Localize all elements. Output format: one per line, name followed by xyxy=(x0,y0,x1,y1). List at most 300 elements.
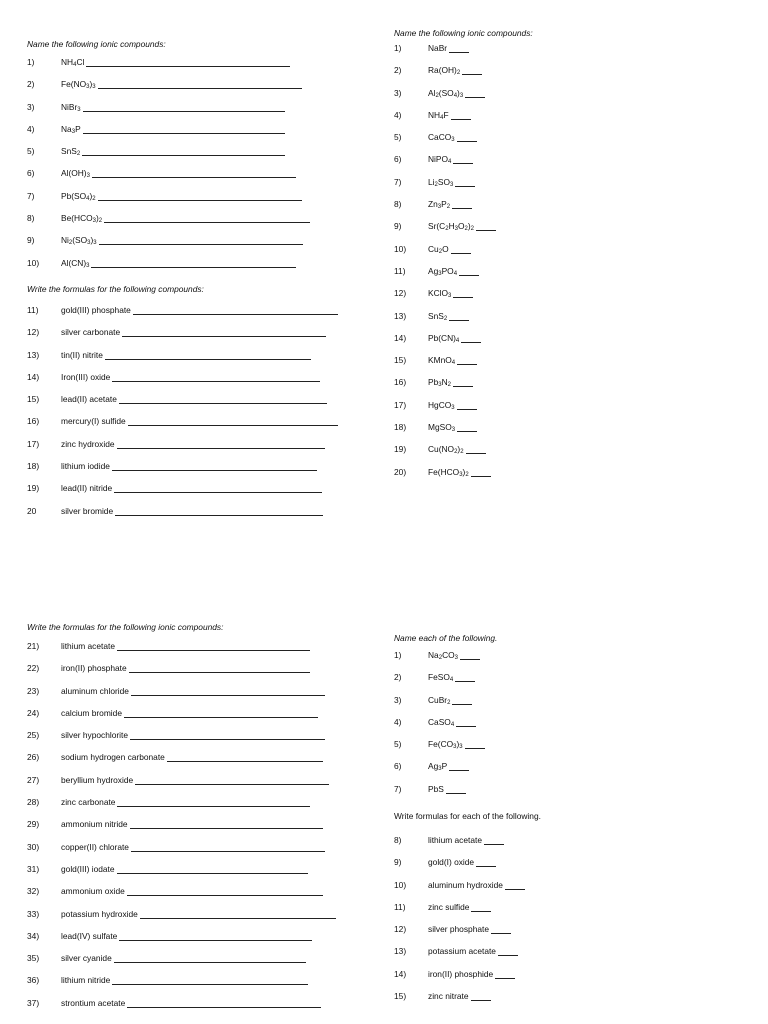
question-row xyxy=(394,310,764,332)
question-prompt: HgCO$_3$ xyxy=(428,399,455,411)
question-number: 12) xyxy=(394,924,407,935)
question-prompt: NiPO$_4$ xyxy=(428,154,452,166)
question-prompt: iron(II) phosphide xyxy=(428,968,494,979)
question-row xyxy=(394,716,764,738)
question-row xyxy=(27,482,397,504)
answer-blank[interactable] xyxy=(104,222,310,223)
question-row xyxy=(394,131,764,153)
question-number: 3) xyxy=(394,87,402,98)
answer-blank[interactable] xyxy=(457,409,477,410)
question-prompt: $Pb_3N_2$ xyxy=(428,377,451,389)
question-number: 1) xyxy=(394,650,402,660)
question-prompt: MgSO$_3$ xyxy=(428,422,456,434)
answer-blank[interactable] xyxy=(505,889,525,890)
question-row xyxy=(27,841,397,863)
question-row xyxy=(394,443,764,465)
question-number: 14) xyxy=(394,332,407,343)
question-row xyxy=(394,64,764,86)
question-number: 8) xyxy=(394,199,402,210)
question-row xyxy=(394,332,764,354)
question-prompt: Iron(III) oxide xyxy=(61,371,111,382)
question-prompt: lead(IV) sulfate xyxy=(61,930,118,941)
question-prompt: KClO$_3$ xyxy=(428,288,452,300)
question-prompt: gold(I) oxide xyxy=(428,857,475,868)
question-prompt: $NH_4Cl$ xyxy=(61,57,85,68)
question-row xyxy=(394,649,764,671)
answer-blank[interactable] xyxy=(457,141,477,142)
question-row xyxy=(27,952,397,974)
question-prompt: sodium hydrogen carbonate xyxy=(61,752,165,763)
answer-blank[interactable] xyxy=(127,1007,321,1008)
answer-blank[interactable] xyxy=(117,448,325,449)
question-number: 2) xyxy=(394,65,402,76)
question-prompt: potassium acetate xyxy=(428,946,496,957)
question-prompt: gold(III) iodate xyxy=(61,863,115,874)
question-row xyxy=(27,460,397,482)
question-row xyxy=(27,371,397,393)
question-prompt: gold(III) phosphate xyxy=(61,305,131,315)
question-row xyxy=(394,466,764,488)
question-row xyxy=(394,421,764,443)
answer-blank[interactable] xyxy=(456,726,476,727)
answer-blank[interactable] xyxy=(92,177,296,178)
answer-blank[interactable] xyxy=(453,163,473,164)
question-number: 15) xyxy=(394,991,407,1002)
question-prompt: $Cu(NO_2)_2$ xyxy=(428,444,464,456)
question-number: 22) xyxy=(27,663,40,674)
question-row xyxy=(394,901,764,923)
question-row xyxy=(27,56,397,78)
answer-blank[interactable] xyxy=(452,208,472,209)
section-br-names xyxy=(394,632,764,805)
question-prompt: $Sr(C_2H_3O_2)_2$ xyxy=(428,221,474,233)
section-heading: Name the following ionic compounds: xyxy=(27,39,166,49)
question-number: 29) xyxy=(27,819,40,830)
question-row xyxy=(27,640,397,662)
question-prompt: $Be(HCO_3)_2$ xyxy=(61,213,103,225)
answer-blank[interactable] xyxy=(112,381,320,382)
question-prompt: lead(II) nitride xyxy=(61,483,113,494)
question-number: 10) xyxy=(394,879,407,890)
question-prompt: $Fe(HCO_3)_2$ xyxy=(428,466,469,478)
answer-blank[interactable] xyxy=(498,955,518,956)
question-row xyxy=(394,783,764,805)
question-number: 16) xyxy=(27,416,40,427)
question-number: 15) xyxy=(27,394,40,405)
question-row xyxy=(27,123,397,145)
question-row xyxy=(27,349,397,371)
section-heading: Name the following ionic compounds: xyxy=(394,28,533,38)
question-number: 13) xyxy=(27,349,40,360)
question-row xyxy=(394,879,764,901)
question-number: 21) xyxy=(27,641,40,651)
question-row xyxy=(27,818,397,840)
question-number: 19) xyxy=(394,444,407,455)
answer-blank[interactable] xyxy=(449,320,469,321)
question-prompt: aluminum chloride xyxy=(61,685,129,696)
question-row xyxy=(27,101,397,123)
question-prompt: SnS$_2$ xyxy=(428,310,448,322)
question-prompt: FeSO$_4$ xyxy=(428,672,454,684)
question-row xyxy=(27,908,397,930)
question-row xyxy=(394,198,764,220)
question-row xyxy=(27,751,397,773)
question-number: 6) xyxy=(394,761,402,772)
question-prompt: $Ag_3P$ xyxy=(428,761,448,773)
question-row xyxy=(27,438,397,460)
question-row xyxy=(27,393,397,415)
question-prompt: $Ra(OH)_2$ xyxy=(428,65,461,77)
answer-blank[interactable] xyxy=(133,314,338,315)
answer-blank[interactable] xyxy=(91,267,296,268)
question-row xyxy=(394,220,764,242)
question-prompt: zinc carbonate xyxy=(61,797,116,808)
answer-blank[interactable] xyxy=(131,695,325,696)
answer-blank[interactable] xyxy=(484,844,504,845)
question-number: 16) xyxy=(394,377,407,388)
question-row xyxy=(27,78,397,100)
answer-blank[interactable] xyxy=(471,1000,491,1001)
question-row xyxy=(27,885,397,907)
question-number: 4) xyxy=(394,716,402,727)
question-number: 12) xyxy=(27,327,40,338)
question-row xyxy=(27,662,397,684)
question-number: 36) xyxy=(27,975,40,986)
question-row xyxy=(27,997,397,1019)
section-tl-formulas xyxy=(27,283,397,527)
question-prompt: silver cyanide xyxy=(61,953,112,964)
answer-blank[interactable] xyxy=(140,918,336,919)
question-row xyxy=(394,176,764,198)
question-prompt: silver bromide xyxy=(61,505,114,516)
question-number: 15) xyxy=(394,355,407,366)
question-row xyxy=(394,354,764,376)
question-number: 37) xyxy=(27,997,40,1008)
question-prompt: lithium acetate xyxy=(428,835,482,845)
answer-blank[interactable] xyxy=(451,119,471,120)
question-number: 5) xyxy=(394,132,402,143)
question-number: 4) xyxy=(27,123,35,134)
question-prompt: CuBr$_2$ xyxy=(428,694,451,706)
question-number: 18) xyxy=(27,461,40,472)
question-row xyxy=(394,671,764,693)
question-number: 6) xyxy=(394,154,402,165)
question-row xyxy=(27,257,397,279)
question-number: 34) xyxy=(27,930,40,941)
question-prompt: CaSO$_4$ xyxy=(428,716,455,728)
question-number: 35) xyxy=(27,953,40,964)
answer-blank[interactable] xyxy=(117,806,310,807)
answer-blank[interactable] xyxy=(127,895,323,896)
answer-blank[interactable] xyxy=(449,52,469,53)
question-row xyxy=(27,167,397,189)
question-prompt: $Ag_3PO_4$ xyxy=(428,265,458,277)
answer-blank[interactable] xyxy=(114,962,306,963)
question-row xyxy=(394,87,764,109)
question-prompt: $Cu_2O$ xyxy=(428,243,449,255)
question-prompt: $NH_4F$ xyxy=(428,109,449,121)
question-prompt: PbS xyxy=(428,783,444,794)
answer-blank[interactable] xyxy=(135,784,329,785)
question-row xyxy=(27,326,397,348)
section-heading: Write the formulas for the following compounds: xyxy=(27,284,204,294)
question-prompt: CaCO$_3$ xyxy=(428,132,455,144)
answer-blank[interactable] xyxy=(453,386,473,387)
answer-blank[interactable] xyxy=(476,866,496,867)
question-prompt: $Ni_2(SO_3)_3$ xyxy=(61,235,97,247)
question-number: 24) xyxy=(27,707,40,718)
section-heading: Name each of the following. xyxy=(394,633,498,643)
section-br-formulas xyxy=(394,810,764,1012)
question-row xyxy=(394,376,764,398)
question-row xyxy=(394,945,764,967)
question-prompt: ammonium oxide xyxy=(61,886,125,897)
question-number: 7) xyxy=(394,783,402,794)
question-row xyxy=(27,415,397,437)
question-number: 1) xyxy=(27,57,35,67)
question-row xyxy=(394,287,764,309)
question-row xyxy=(394,923,764,945)
question-row xyxy=(27,685,397,707)
answer-blank[interactable] xyxy=(459,275,479,276)
question-prompt: $Na_2CO_3$ xyxy=(428,650,458,661)
answer-blank[interactable] xyxy=(446,793,466,794)
question-prompt: lead(II) acetate xyxy=(61,394,117,405)
question-prompt: copper(II) chlorate xyxy=(61,841,129,852)
question-number: 23) xyxy=(27,685,40,696)
question-number: 7) xyxy=(27,190,35,201)
question-number: 1) xyxy=(394,43,402,53)
answer-blank[interactable] xyxy=(453,297,473,298)
question-number: 13) xyxy=(394,310,407,321)
question-prompt: $Zn_3P_2$ xyxy=(428,199,451,211)
answer-blank[interactable] xyxy=(471,476,491,477)
question-row xyxy=(394,990,764,1012)
question-prompt: $Fe(NO_3)_3$ xyxy=(61,79,96,91)
question-number: 20) xyxy=(394,466,407,477)
question-number: 10) xyxy=(27,257,40,268)
question-prompt: silver carbonate xyxy=(61,327,121,338)
question-prompt: $Al(CN)_3$ xyxy=(61,257,90,269)
answer-blank[interactable] xyxy=(129,672,310,673)
question-prompt: KMnO$_4$ xyxy=(428,355,456,367)
question-prompt: mercury(I) sulfide xyxy=(61,416,126,427)
question-prompt: iron(II) phosphate xyxy=(61,663,127,674)
question-number: 14) xyxy=(394,968,407,979)
question-prompt: lithium nitride xyxy=(61,975,111,986)
answer-blank[interactable] xyxy=(128,425,338,426)
answer-blank[interactable] xyxy=(461,342,481,343)
question-prompt: aluminum hydroxide xyxy=(428,879,503,890)
answer-blank[interactable] xyxy=(83,133,285,134)
question-prompt: strontium acetate xyxy=(61,997,126,1008)
question-number: 3) xyxy=(27,101,35,112)
question-row xyxy=(394,968,764,990)
question-number: 19) xyxy=(27,483,40,494)
answer-blank[interactable] xyxy=(455,186,475,187)
question-row xyxy=(27,729,397,751)
answer-blank[interactable] xyxy=(452,704,472,705)
question-number: 12) xyxy=(394,288,407,299)
question-number: 25) xyxy=(27,730,40,741)
question-number: 10) xyxy=(394,243,407,254)
question-number: 2) xyxy=(394,672,402,683)
question-row xyxy=(394,834,764,856)
answer-blank[interactable] xyxy=(460,659,480,660)
question-number: 33) xyxy=(27,908,40,919)
question-number: 8) xyxy=(27,213,35,224)
question-prompt: tin(II) nitrite xyxy=(61,349,103,360)
section-tl-names xyxy=(27,38,397,279)
answer-blank[interactable] xyxy=(119,403,327,404)
answer-blank[interactable] xyxy=(449,770,469,771)
question-row xyxy=(27,190,397,212)
question-number: 2) xyxy=(27,79,35,90)
question-row xyxy=(394,243,764,265)
question-prompt: $Li_2SO_3$ xyxy=(428,176,454,188)
question-prompt: SnS$_2$ xyxy=(61,146,81,158)
answer-blank[interactable] xyxy=(99,244,303,245)
question-row xyxy=(27,707,397,729)
answer-blank[interactable] xyxy=(466,453,486,454)
question-prompt: lithium iodide xyxy=(61,461,110,472)
question-prompt: NiBr$_3$ xyxy=(61,101,81,113)
question-row xyxy=(394,760,764,782)
question-number: 6) xyxy=(27,168,35,179)
question-number: 26) xyxy=(27,752,40,763)
question-row xyxy=(27,796,397,818)
answer-blank[interactable] xyxy=(495,978,515,979)
answer-blank[interactable] xyxy=(112,470,317,471)
question-number: 9) xyxy=(27,235,35,246)
question-prompt: $Al(OH)_3$ xyxy=(61,168,90,180)
question-number: 30) xyxy=(27,841,40,852)
question-row xyxy=(394,265,764,287)
answer-blank[interactable] xyxy=(476,230,496,231)
question-number: 8) xyxy=(394,835,402,845)
answer-blank[interactable] xyxy=(119,940,312,941)
question-row xyxy=(27,930,397,952)
question-prompt: calcium bromide xyxy=(61,707,122,718)
question-prompt: $Pb(SO_4)_2$ xyxy=(61,190,96,202)
question-number: 20 xyxy=(27,505,37,516)
question-number: 17) xyxy=(27,438,40,449)
question-prompt: $Na_3P$ xyxy=(61,123,81,135)
answer-blank[interactable] xyxy=(131,851,325,852)
question-row xyxy=(27,505,397,527)
question-row xyxy=(394,399,764,421)
answer-blank[interactable] xyxy=(465,97,485,98)
answer-blank[interactable] xyxy=(105,359,311,360)
question-row xyxy=(27,212,397,234)
answer-blank[interactable] xyxy=(83,111,285,112)
question-number: 27) xyxy=(27,774,40,785)
question-number: 7) xyxy=(394,176,402,187)
question-number: 5) xyxy=(394,739,402,750)
question-number: 28) xyxy=(27,797,40,808)
question-number: 32) xyxy=(27,886,40,897)
question-row xyxy=(27,145,397,167)
question-prompt: NaBr xyxy=(428,43,448,53)
question-prompt: potassium hydroxide xyxy=(61,908,138,919)
answer-blank[interactable] xyxy=(167,761,323,762)
question-prompt: lithium acetate xyxy=(61,641,115,651)
question-row xyxy=(27,304,397,326)
question-row xyxy=(394,42,764,64)
section-bl-formulas xyxy=(27,621,397,1019)
question-number: 3) xyxy=(394,694,402,705)
answer-blank[interactable] xyxy=(455,681,475,682)
answer-blank[interactable] xyxy=(114,492,322,493)
answer-blank[interactable] xyxy=(491,933,511,934)
question-row xyxy=(27,774,397,796)
answer-blank[interactable] xyxy=(117,650,310,651)
answer-blank[interactable] xyxy=(130,828,323,829)
question-number: 14) xyxy=(27,371,40,382)
question-number: 11) xyxy=(27,305,39,315)
answer-blank[interactable] xyxy=(115,515,323,516)
question-row xyxy=(394,109,764,131)
question-row xyxy=(394,856,764,878)
answer-blank[interactable] xyxy=(457,431,477,432)
question-prompt: silver hypochlorite xyxy=(61,730,129,741)
answer-blank[interactable] xyxy=(117,873,308,874)
question-number: 18) xyxy=(394,422,407,433)
answer-blank[interactable] xyxy=(98,88,302,89)
question-prompt: beryllium hydroxide xyxy=(61,774,134,785)
question-prompt: silver phosphate xyxy=(428,924,489,935)
question-row xyxy=(394,738,764,760)
question-row xyxy=(27,234,397,256)
question-prompt: $Pb(CN)_4$ xyxy=(428,332,460,344)
section-heading: Write formulas for each of the following. xyxy=(394,811,541,821)
section-heading: Write the formulas for the following ionic compounds: xyxy=(27,622,224,632)
answer-blank[interactable] xyxy=(82,155,285,156)
question-number: 31) xyxy=(27,863,40,874)
question-number: 11) xyxy=(394,901,406,912)
answer-blank[interactable] xyxy=(98,200,302,201)
answer-blank[interactable] xyxy=(124,717,318,718)
answer-blank[interactable] xyxy=(130,739,325,740)
answer-blank[interactable] xyxy=(451,253,471,254)
question-number: 4) xyxy=(394,109,402,120)
question-row xyxy=(27,863,397,885)
answer-blank[interactable] xyxy=(465,748,485,749)
question-prompt: zinc hydroxide xyxy=(61,438,115,449)
question-number: 17) xyxy=(394,399,407,410)
answer-blank[interactable] xyxy=(462,74,482,75)
question-number: 11) xyxy=(394,265,406,276)
question-prompt: $Fe(CO_3)_3$ xyxy=(428,739,463,751)
answer-blank[interactable] xyxy=(122,336,326,337)
answer-blank[interactable] xyxy=(86,66,290,67)
section-tr-names xyxy=(394,27,764,488)
question-prompt: zinc sulfide xyxy=(428,901,470,912)
question-prompt: ammonium nitride xyxy=(61,819,128,830)
question-prompt: $Al_2(SO_4)_3$ xyxy=(428,87,464,99)
question-number: 5) xyxy=(27,146,35,157)
answer-blank[interactable] xyxy=(471,911,491,912)
question-prompt: zinc nitrate xyxy=(428,991,469,1002)
question-row xyxy=(27,974,397,996)
question-row xyxy=(394,153,764,175)
question-row xyxy=(394,694,764,716)
question-number: 13) xyxy=(394,946,407,957)
answer-blank[interactable] xyxy=(112,984,308,985)
answer-blank[interactable] xyxy=(457,364,477,365)
question-number: 9) xyxy=(394,857,402,868)
question-number: 9) xyxy=(394,221,402,232)
